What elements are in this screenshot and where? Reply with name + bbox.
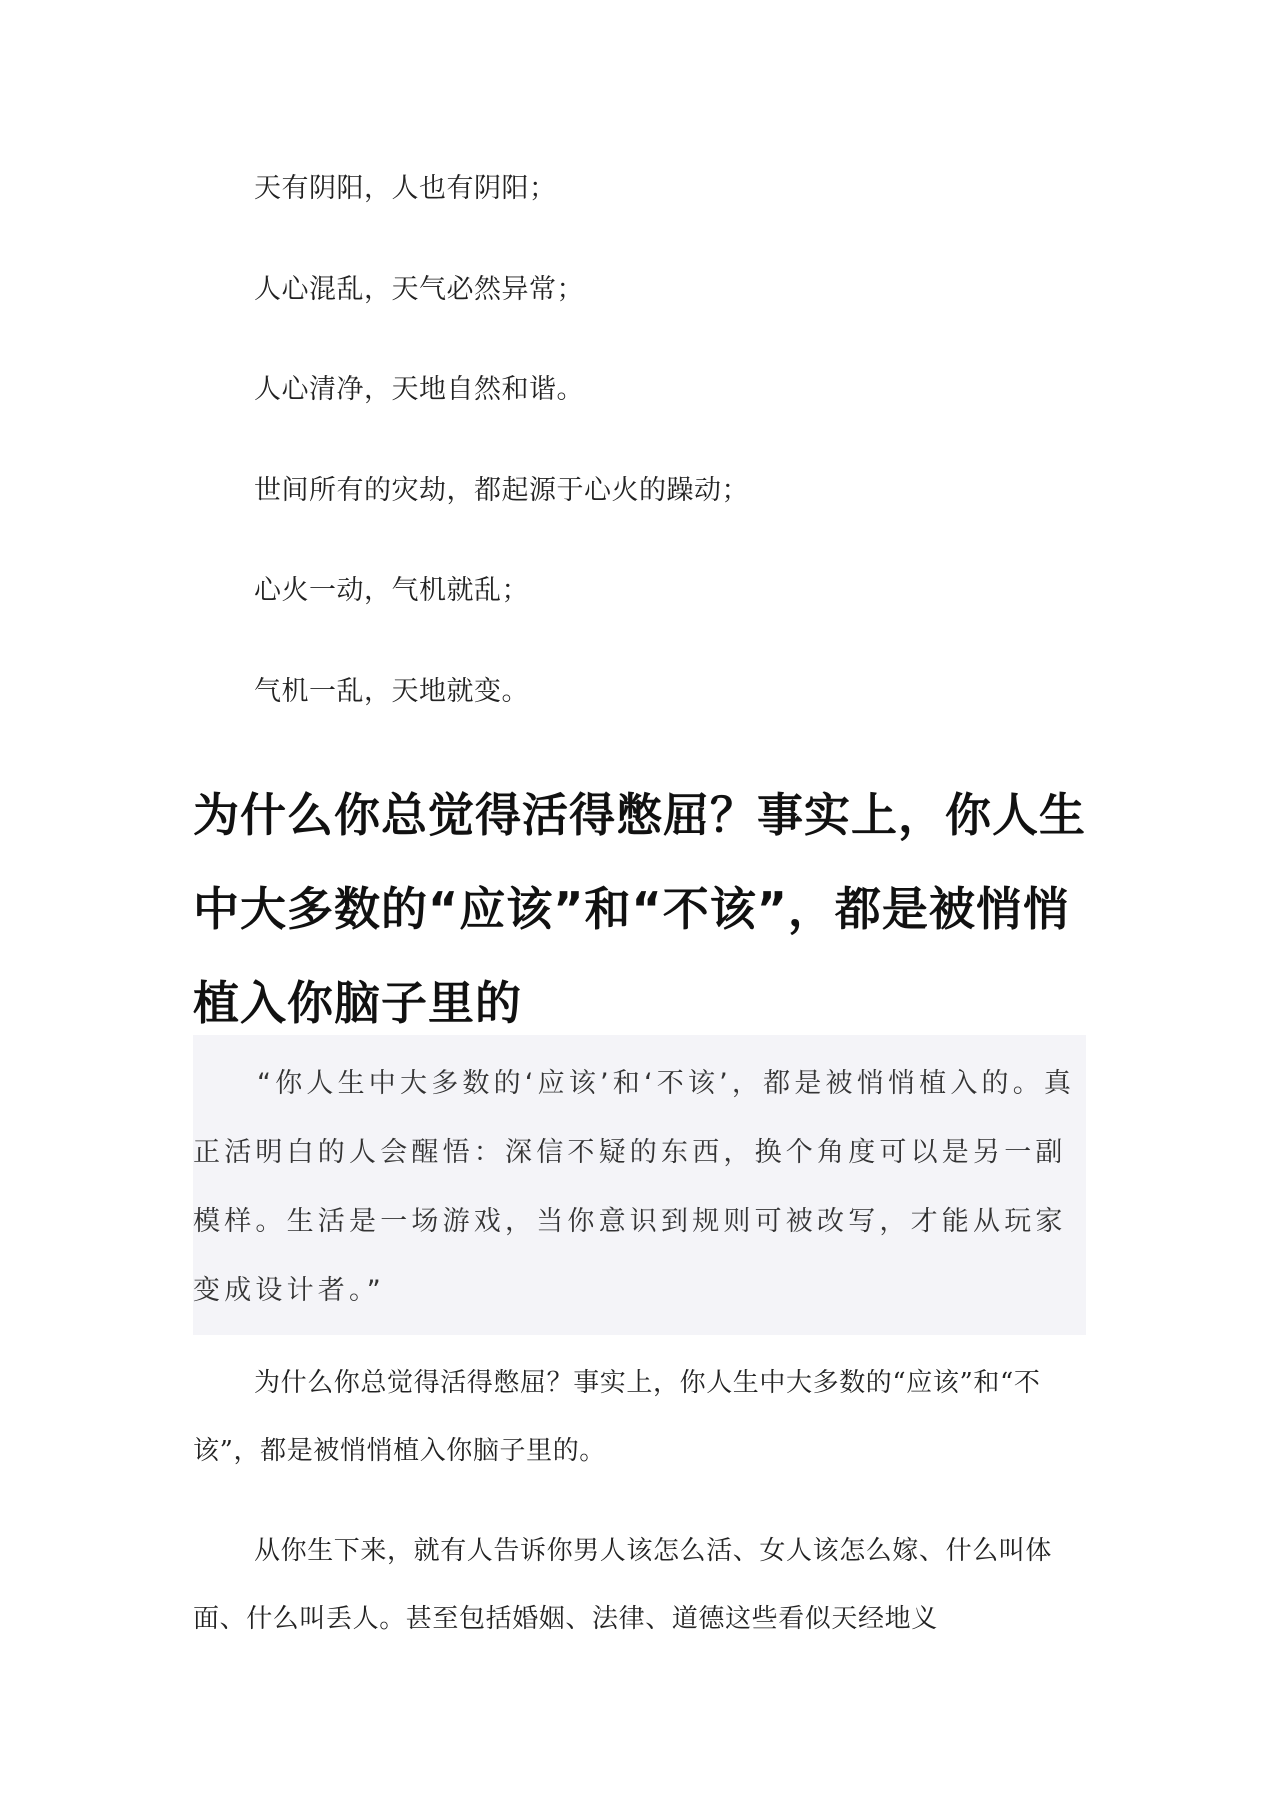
poem-line-4: 世间所有的灾劫，都起源于心火的躁动； xyxy=(254,475,749,506)
body-paragraph-2: 从你生下来，就有人告诉你男人该怎么活、女人该怎么嫁、什么叫体面、什么叫丢人。甚至包括婚姻、法律、道德这些看似天经地义 xyxy=(193,1536,1053,1634)
poem-line-2: 人心混乱，天气必然异常； xyxy=(254,274,584,305)
poem-line-1: 天有阴阳，人也有阴阳； xyxy=(254,173,557,204)
quote-block xyxy=(193,1035,1086,1335)
poem-line-6: 气机一乱，天地就变。 xyxy=(254,676,529,707)
poem-line-5: 心火一动，气机就乱； xyxy=(254,575,529,606)
quote-text: “你人生中大多数的‘应该’和‘不该’，都是被悄悄植入的。真正活明白的人会醒悟：深信不疑的东西，换个角度可以是另一副模样。生活是一场游戏，当你意识到规则可被改写，才能从玩家变成设计者。” xyxy=(193,1068,1076,1306)
article-heading: 为什么你总觉得活得憋屈？事实上，你人生中大多数的“应该”和“不该”，都是被悄悄植入你脑子里的 xyxy=(193,788,1086,1030)
body-paragraph-1: 为什么你总觉得活得憋屈？事实上，你人生中大多数的“应该”和“不该”，都是被悄悄植入你脑子里的。 xyxy=(193,1368,1041,1466)
poem-line-3: 人心清净，天地自然和谐。 xyxy=(254,374,584,405)
